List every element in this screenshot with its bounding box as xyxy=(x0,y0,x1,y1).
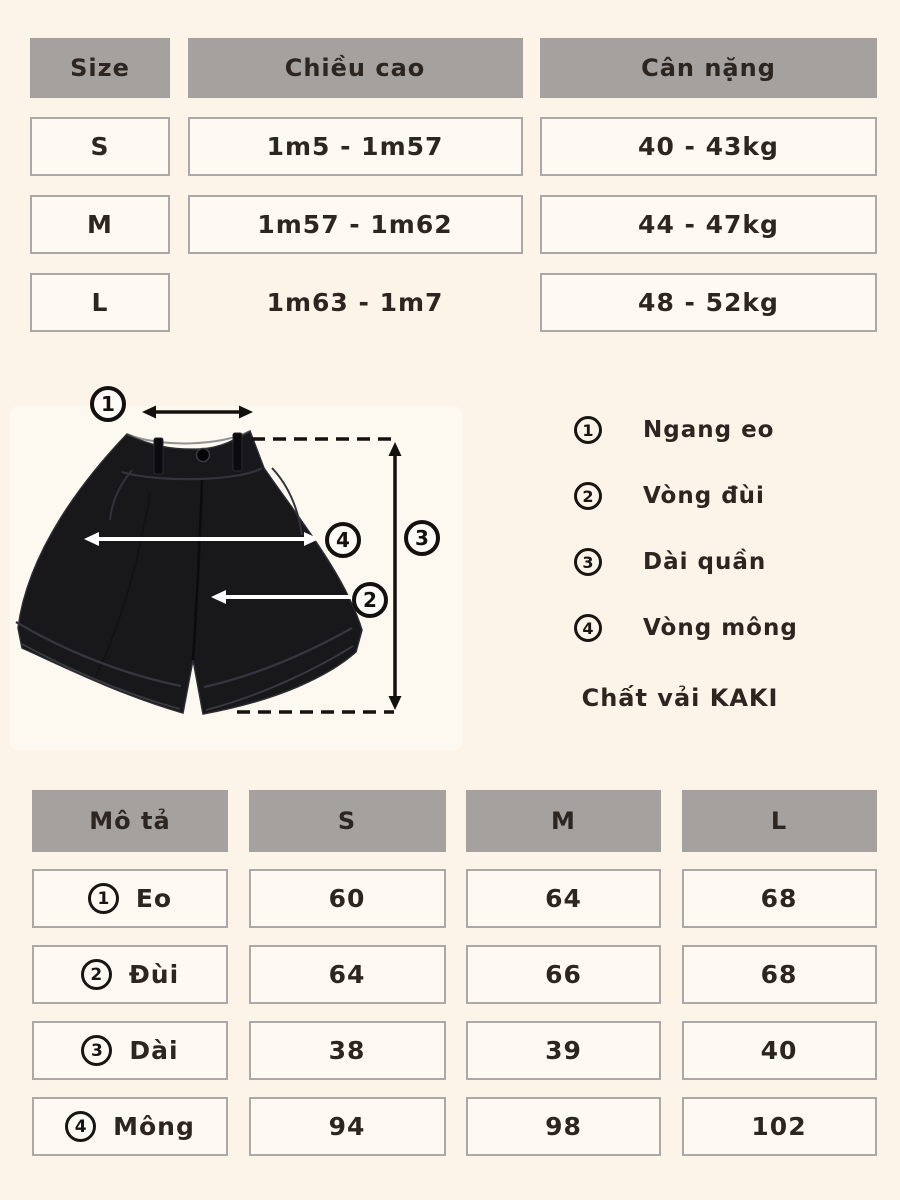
marker-4-number: 4 xyxy=(336,528,350,552)
desc-label-length: Dài xyxy=(129,1036,179,1065)
size-cell-l: L xyxy=(30,273,170,332)
legend-item-waist xyxy=(560,397,890,463)
belt-loop-right xyxy=(233,433,242,471)
size-cell-m: M xyxy=(30,195,170,254)
height-cell-m: 1m57 - 1m62 xyxy=(188,195,523,254)
legend-label-waist: Ngang eo xyxy=(643,417,775,443)
desc-label-thigh: Đùi xyxy=(128,960,180,989)
size-table-header-height: Chiều cao xyxy=(188,38,523,98)
waist-button xyxy=(197,449,210,462)
legend-badge-2: 2 xyxy=(574,482,602,510)
hip-value-m: 98 xyxy=(466,1097,661,1156)
measurements-by-size-table xyxy=(32,790,877,1158)
desc-label-waist: Eo xyxy=(135,884,173,913)
legend-label-hip: Vòng mông xyxy=(643,615,798,641)
size-table-header-size: Size xyxy=(30,38,170,98)
measure-table-header-l: L xyxy=(682,790,877,852)
height-cell-l: 1m63 - 1m7 xyxy=(266,288,444,317)
marker-2-number: 2 xyxy=(363,588,377,612)
desc-badge-2: 2 xyxy=(81,959,112,990)
height-cell-s: 1m5 - 1m57 xyxy=(188,117,523,176)
weight-cell-m: 44 - 47kg xyxy=(540,195,877,254)
weight-cell-l: 48 - 52kg xyxy=(540,273,877,332)
length-value-m: 39 xyxy=(466,1021,661,1080)
legend-badge-3: 3 xyxy=(574,548,602,576)
measure-table-header-desc: Mô tả xyxy=(32,790,228,852)
desc-badge-3: 3 xyxy=(81,1035,112,1066)
waist-value-l: 68 xyxy=(682,869,877,928)
desc-badge-4: 4 xyxy=(65,1111,96,1142)
weight-cell-s: 40 - 43kg xyxy=(540,117,877,176)
size-height-weight-table xyxy=(30,38,877,332)
waist-value-m: 64 xyxy=(466,869,661,928)
desc-cell-waist xyxy=(32,869,228,928)
desc-badge-1: 1 xyxy=(88,883,119,914)
marker-1-number: 1 xyxy=(101,392,115,416)
desc-label-hip: Mông xyxy=(113,1112,195,1141)
legend-item-hip xyxy=(560,595,890,661)
marker-3-number: 3 xyxy=(415,526,429,550)
legend-label-length: Dài quần xyxy=(643,549,767,575)
measurement-legend xyxy=(560,397,890,661)
measure-table-header-m: M xyxy=(466,790,661,852)
waist-value-s: 60 xyxy=(249,869,446,928)
length-value-s: 38 xyxy=(249,1021,446,1080)
measure-table-header-s: S xyxy=(249,790,446,852)
hip-value-s: 94 xyxy=(249,1097,446,1156)
desc-cell-hip xyxy=(32,1097,228,1156)
legend-item-length xyxy=(560,529,890,595)
legend-badge-4: 4 xyxy=(574,614,602,642)
marker-2-badge xyxy=(354,584,386,616)
legend-item-thigh xyxy=(560,463,890,529)
marker-3-badge xyxy=(406,522,438,554)
shorts-measurement-diagram xyxy=(0,380,560,760)
legend-label-thigh: Vòng đùi xyxy=(643,483,765,509)
marker-4-badge xyxy=(327,524,359,556)
belt-loop-left xyxy=(154,438,163,474)
legend-badge-1: 1 xyxy=(574,416,602,444)
length-value-l: 40 xyxy=(682,1021,877,1080)
thigh-value-m: 66 xyxy=(466,945,661,1004)
size-cell-s: S xyxy=(30,117,170,176)
desc-cell-thigh xyxy=(32,945,228,1004)
thigh-value-s: 64 xyxy=(249,945,446,1004)
fabric-note: Chất vải KAKI xyxy=(581,684,779,712)
desc-cell-length xyxy=(32,1021,228,1080)
hip-value-l: 102 xyxy=(682,1097,877,1156)
marker-1-badge xyxy=(92,388,124,420)
thigh-value-l: 68 xyxy=(682,945,877,1004)
size-table-header-weight: Cân nặng xyxy=(540,38,877,98)
